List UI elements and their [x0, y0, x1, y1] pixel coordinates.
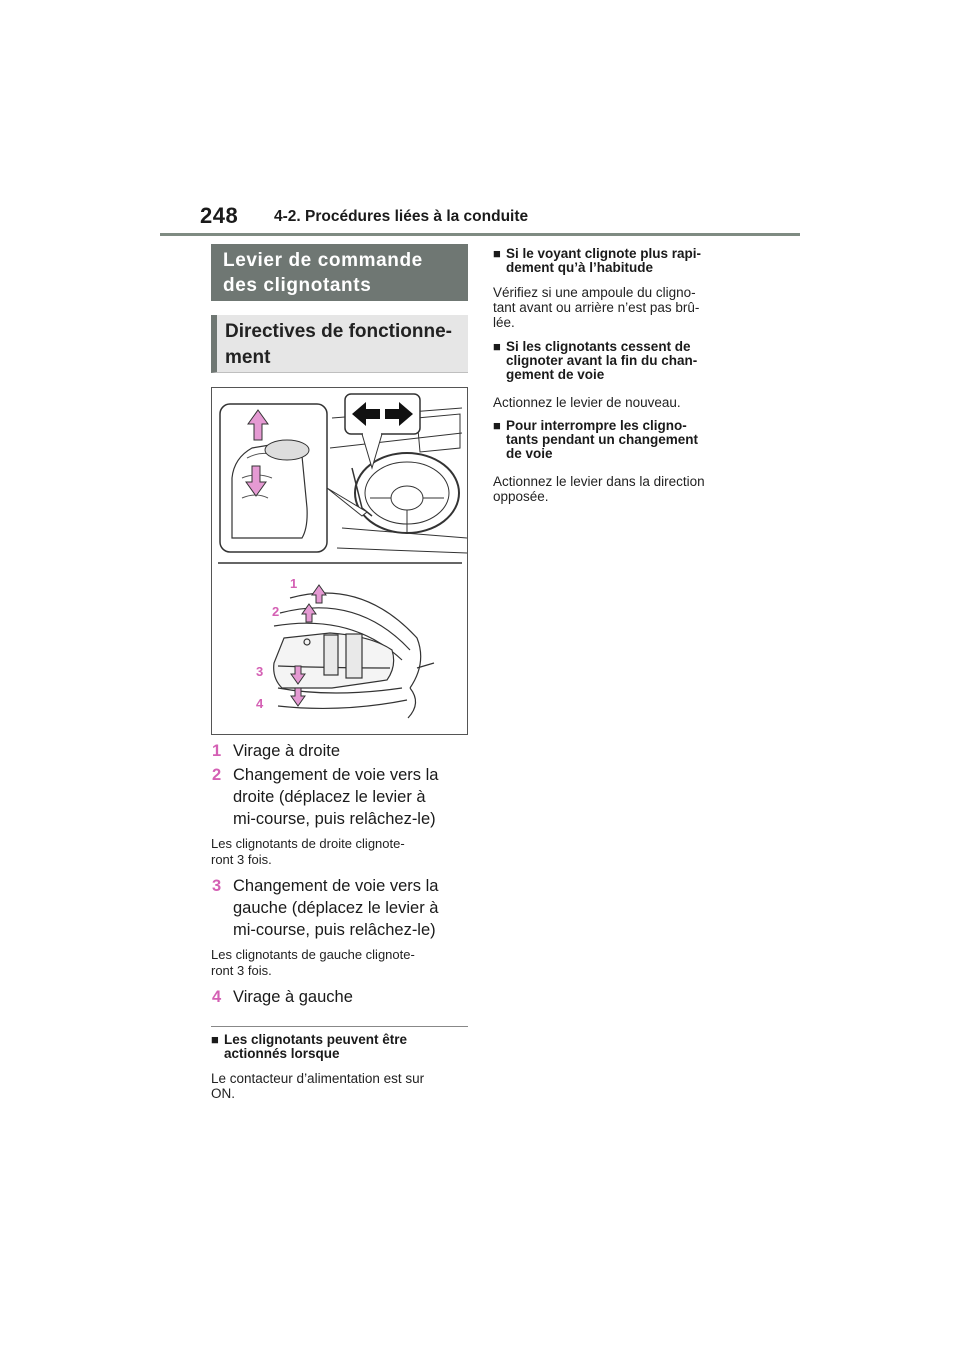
item-number: 2 — [212, 766, 222, 784]
left-section-body — [211, 1071, 473, 1101]
body-line: ON. — [211, 1086, 236, 1101]
right-section-heading — [493, 419, 753, 463]
hand-inset — [220, 404, 327, 552]
chapter-title-line: Levier de commande — [223, 250, 423, 271]
item-text-line: mi-course, puis relâchez-le) — [233, 921, 436, 939]
note-line: ront 3 fois. — [211, 852, 272, 867]
item-text-line: gauche (déplacez le levier à — [233, 899, 439, 917]
section-header: 4-2. Procédures liées à la conduite — [274, 208, 529, 225]
right-section-heading — [493, 340, 753, 384]
item-note — [211, 836, 469, 868]
header-rule — [160, 233, 800, 236]
body-line: lée. — [493, 315, 515, 330]
list-item — [212, 764, 439, 828]
turn-signal-lever-illustration — [211, 387, 468, 735]
left-section-heading — [211, 1033, 471, 1063]
bullet-square-icon: ■ — [493, 339, 501, 354]
heading-line: gement de voie — [506, 367, 605, 382]
bullet-square-icon: ■ — [211, 1032, 219, 1047]
item-text-line: Virage à droite — [233, 742, 341, 760]
lever-label-3: 3 — [256, 664, 264, 679]
body-line: Actionnez le levier dans la direction — [493, 474, 705, 489]
lever-arrow-1-icon — [312, 585, 326, 603]
item-text-line: droite (déplacez le levier à — [233, 788, 426, 806]
bullet-square-icon: ■ — [493, 246, 501, 261]
item-text-line: Changement de voie vers la — [233, 877, 439, 895]
right-section-heading — [493, 247, 753, 277]
right-section-body — [493, 285, 755, 330]
heading-line: de voie — [506, 446, 553, 461]
list-item — [212, 740, 341, 762]
item-number: 4 — [212, 988, 222, 1006]
heading-line: dement qu’à l’habitude — [506, 260, 654, 275]
item-text-line: Virage à gauche — [233, 988, 353, 1006]
body-line: Actionnez le levier de nouveau. — [493, 395, 681, 410]
subsection-title-line: Directives de fonctionne- — [225, 321, 452, 342]
lever-label-1: 1 — [290, 576, 298, 591]
right-section-body — [493, 395, 755, 410]
body-line: opposée. — [493, 489, 549, 504]
item-number: 1 — [212, 742, 222, 760]
item-note — [211, 947, 469, 979]
heading-line: tants pendant un changement — [506, 432, 699, 447]
lever-arrow-2-icon — [302, 604, 316, 622]
item-text-line: mi-course, puis relâchez-le) — [233, 810, 436, 828]
heading-line: Si le voyant clignote plus rapi- — [506, 246, 702, 261]
body-line: tant avant ou arrière n’est pas brû- — [493, 300, 700, 315]
section-divider — [211, 1026, 468, 1027]
bullet-square-icon: ■ — [493, 418, 501, 433]
heading-line: clignoter avant la fin du chan- — [506, 353, 698, 368]
page-number: 248 — [200, 203, 239, 228]
chapter-title-box — [211, 244, 468, 301]
note-line: Les clignotants de droite clignote- — [211, 836, 405, 851]
note-line: Les clignotants de gauche clignote- — [211, 947, 415, 962]
illustration-svg — [212, 388, 467, 734]
right-section-body — [493, 474, 755, 504]
item-text-line: Changement de voie vers la — [233, 766, 439, 784]
item-number: 3 — [212, 877, 222, 895]
lever-label-4: 4 — [256, 696, 264, 711]
lever-label-2: 2 — [272, 604, 280, 619]
list-item — [212, 986, 353, 1008]
body-line: Vérifiez si une ampoule du cligno- — [493, 285, 696, 300]
heading-line: actionnés lorsque — [224, 1046, 340, 1061]
subsection-title-line: ment — [225, 347, 271, 368]
heading-line: Si les clignotants cessent de — [506, 339, 691, 354]
subsection-title-box — [211, 315, 468, 373]
heading-line: Pour interrompre les cligno- — [506, 418, 687, 433]
list-item — [212, 875, 439, 939]
chapter-title-line: des clignotants — [223, 275, 372, 296]
note-line: ront 3 fois. — [211, 963, 272, 978]
body-line: Le contacteur d’alimentation est sur — [211, 1071, 425, 1086]
heading-line: Les clignotants peuvent être — [224, 1032, 408, 1047]
